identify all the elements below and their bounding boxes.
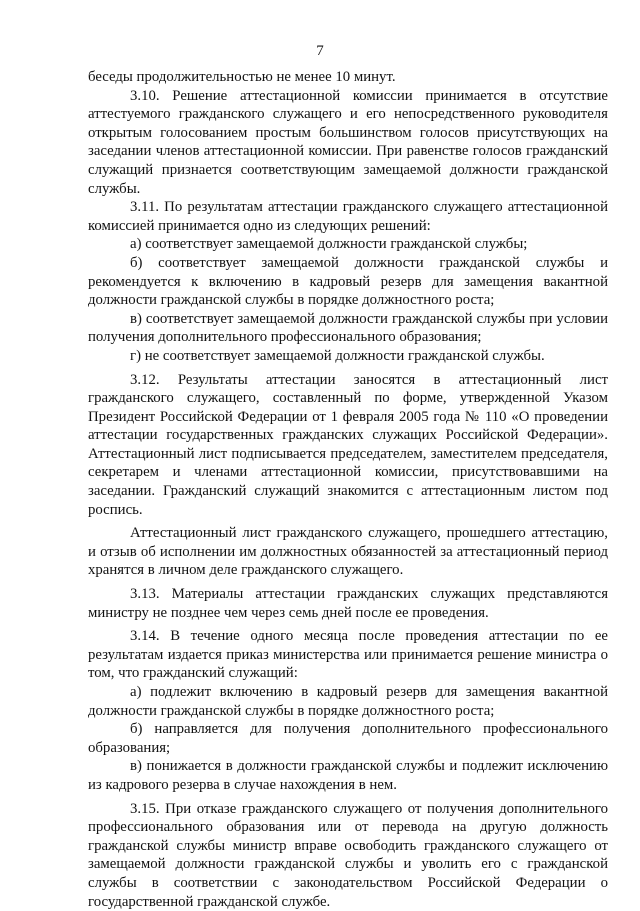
paragraph-attestation-sheet: Аттестационный лист гражданского служащего, прошедшего аттестацию, и отзыв об исполнении им должностных обязанностей за аттестационный период хранятся в личном деле гражданского служащего. [88, 525, 608, 579]
list-item-3-14-a: а) подлежит включению в кадровый резерв для замещения вакантной должности гражданской службы в порядке должностного роста; [88, 684, 608, 719]
document-body [88, 68, 608, 911]
paragraph-3-11: 3.11. По результатам аттестации гражданского служащего аттестационной комиссией принимается одно из следующих решений: [88, 199, 608, 234]
list-item-3-11-a: а) соответствует замещаемой должности гражданской службы; [130, 236, 528, 253]
paragraph-continuation: беседы продолжительностью не менее 10 минут. [88, 69, 396, 85]
page-number: 7 [316, 43, 324, 59]
paragraph-3-15: 3.15. При отказе гражданского служащего от получения дополнительного профессионального образования или от перевода на другую должность гражданской службы министр вправе освободить гражданского служащего от замещаемой должности гражданской службы и уволить его с гражданской службы в соответствии с законодательством Российской Федерации о государственной гражданской службе. [88, 800, 608, 910]
list-item-3-11-g: г) не соответствует замещаемой должности гражданской службы. [130, 347, 545, 364]
list-item-3-11-b: б) соответствует замещаемой должности гражданской службы и рекомендуется к включению в кадровый резерв для замещения вакантной должности гражданской службы в порядке должностного роста; [88, 254, 608, 309]
paragraph-3-14: 3.14. В течение одного месяца после проведения аттестации по ее результатам издается приказ министерства или принимается решение министра о том, что гражданский служащий: [88, 628, 608, 682]
list-item-3-14-b: б) направляется для получения дополнительного профессионального образования; [88, 721, 608, 756]
list-item-3-11-v: в) соответствует замещаемой должности гражданской службы при условии получения дополнительного профессионального образования; [88, 310, 608, 346]
list-item-3-14-v: в) понижается в должности гражданской службы и подлежит исключению из кадрового резерва в случае нахождения в нем. [88, 758, 608, 793]
paragraph-3-13: 3.13. Материалы аттестации гражданских служащих представляются министру не позднее чем через семь дней после ее проведения. [88, 586, 608, 621]
paragraph-3-12: 3.12. Результаты аттестации заносятся в аттестационный лист гражданского служащего, составленный по форме, утвержденной Указом Президент Российской Федерации от 1 февраля 2005 года № 110 «О проведении аттестации государственных гражданских служащих Российской Федерации». Аттестационный лист подписывается председателем, заместителем председателя, секретарем и членами аттестационной комиссии, присутствовавшими на заседании. Гражданский служащий знакомится с аттестационным листом под роспись. [88, 371, 608, 518]
paragraph-3-10: 3.10. Решение аттестационной комиссии принимается в отсутствие аттестуемого гражданского служащего и его непосредственного руководителя открытым голосованием простым большинством голосов присутствующих на заседании членов аттестационной комиссии. При равенстве голосов гражданский служащий признается соответствующим замещаемой должности гражданской службы. [88, 87, 608, 197]
